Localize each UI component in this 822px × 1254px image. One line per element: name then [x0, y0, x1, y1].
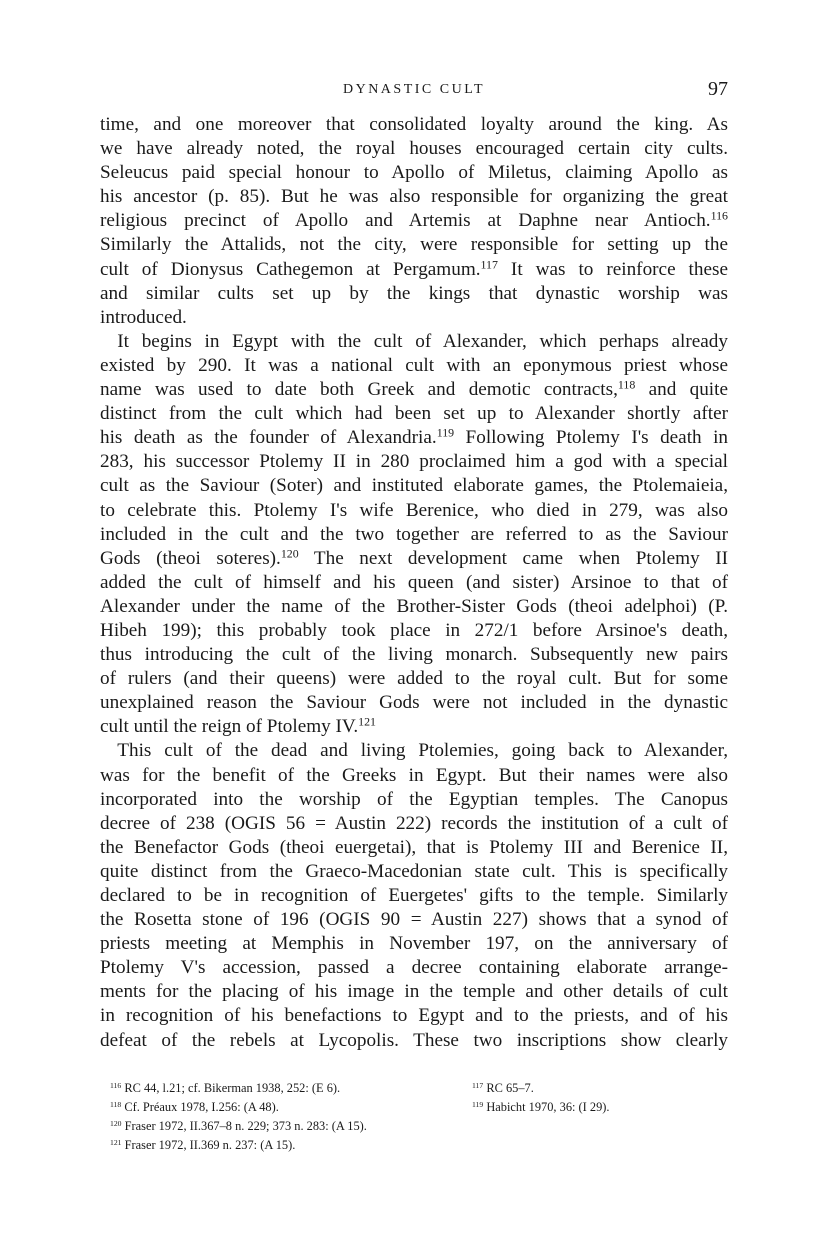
text-line: [100, 667, 728, 691]
text-line: [100, 788, 728, 812]
line-text: included in the cult and the two together are referred to as the Saviour: [100, 523, 728, 545]
text-line: [100, 499, 728, 523]
footnote-ref[interactable]: 118: [617, 377, 636, 392]
text-line: [100, 306, 728, 330]
footnote: [110, 1117, 367, 1136]
text-line: [100, 402, 728, 426]
text-line: [100, 908, 728, 932]
body-text: [100, 113, 728, 1053]
line-text-continued: The next development came when Ptolemy II: [298, 547, 729, 569]
footnote-number: 118: [110, 1099, 122, 1109]
footnote-number: 117: [472, 1080, 484, 1090]
line-text: religious precinct of Apollo and Artemis at Daphne near Antioch.: [100, 210, 711, 232]
line-text: This cult of the dead and living Ptolemies, going back to Alexander,: [117, 740, 728, 762]
text-line: [100, 764, 728, 788]
footnote-number: 119: [472, 1099, 484, 1109]
footnote-text: RC 44, l.21; cf. Bikerman 1938, 252: (E 6).: [121, 1081, 341, 1095]
line-text: introduced.: [100, 306, 187, 328]
footnote-row: [100, 1098, 728, 1117]
text-line: [100, 330, 728, 354]
line-text: Ptolemy V's accession, passed a decree containing elaborate arrange-: [100, 957, 728, 979]
footnote-number: 120: [110, 1118, 122, 1128]
text-line: [100, 812, 728, 836]
text-line: [100, 980, 728, 1004]
line-text: existed by 290. It was a national cult with an eponymous priest whose: [100, 354, 728, 376]
line-text: cult of Dionysus Cathegemon at Pergamum.: [100, 258, 481, 280]
text-line: [100, 691, 728, 715]
line-text: distinct from the cult which had been set up to Alexander shortly after: [100, 403, 728, 425]
text-line: [100, 523, 728, 547]
line-text: was for the benefit of the Greeks in Egypt. But their names were also: [100, 764, 728, 786]
line-text: we have already noted, the royal houses encouraged certain city cults.: [100, 138, 728, 160]
text-line: [100, 715, 728, 739]
text-line: [100, 1004, 728, 1028]
line-text: name was used to date both Greek and demotic contracts,: [100, 379, 618, 401]
footnote-number: 121: [110, 1137, 122, 1147]
text-line: [100, 643, 728, 667]
line-text: time, and one moreover that consolidated loyalty around the king. As: [100, 114, 728, 135]
text-line: [100, 932, 728, 956]
text-line: [100, 209, 728, 233]
line-text: his death as the founder of Alexandria.: [100, 427, 437, 449]
footnote-row: [100, 1079, 728, 1098]
line-text: his ancestor (p. 85). But he was also responsible for organizing the great: [100, 186, 728, 208]
line-text: incorporated into the worship of the Egyptian temples. The Canopus: [100, 788, 728, 810]
line-text: added the cult of himself and his queen (and sister) Arsinoe to that of: [100, 571, 728, 593]
text-line: [100, 836, 728, 860]
text-line: [100, 233, 728, 257]
footnote: [110, 1136, 295, 1155]
line-text: Similarly the Attalids, not the city, were responsible for setting up the: [100, 234, 728, 256]
text-line: [100, 113, 728, 137]
line-text: of rulers (and their queens) were added to the royal cult. But for some: [100, 668, 728, 690]
line-text-continued: It was to reinforce these: [497, 258, 728, 280]
footnotes: [100, 1079, 728, 1155]
line-text: the Rosetta stone of 196 (OGIS 90 = Austin 227) shows that a synod of: [100, 909, 728, 931]
text-line: [100, 547, 728, 571]
footnote-text: Cf. Préaux 1978, I.256: (A 48).: [121, 1100, 279, 1114]
text-line: [100, 354, 728, 378]
line-text: the Benefactor Gods (theoi euergetai), that is Ptolemy III and Berenice II,: [100, 836, 728, 858]
line-text: priests meeting at Memphis in November 197, on the anniversary of: [100, 933, 728, 955]
footnote: [110, 1098, 279, 1117]
footnote-ref[interactable]: 116: [710, 208, 728, 223]
line-text: 283, his successor Ptolemy II in 280 proclaimed him a god with a special: [100, 451, 728, 473]
line-text: Hibeh 199); this probably took place in 272/1 before Arsinoe's death,: [100, 619, 728, 641]
footnote-text: Fraser 1972, II.369 n. 237: (A 15).: [121, 1138, 296, 1152]
footnote-text: Habicht 1970, 36: (I 29).: [483, 1100, 610, 1114]
text-line: [100, 956, 728, 980]
footnote: [472, 1098, 610, 1117]
text-line: [100, 378, 728, 402]
line-text: Seleucus paid special honour to Apollo of Miletus, claiming Apollo as: [100, 162, 728, 184]
line-text: and similar cults set up by the kings that dynastic worship was: [100, 282, 728, 304]
footnote-text: Fraser 1972, II.367–8 n. 229; 373 n. 283: (A 15).: [121, 1119, 367, 1133]
line-text: cult as the Saviour (Soter) and instituted elaborate games, the Ptolemaieia,: [100, 475, 728, 497]
text-line: [100, 161, 728, 185]
footnote-ref[interactable]: 120: [280, 546, 299, 561]
footnote-ref[interactable]: 119: [436, 425, 455, 440]
line-text-continued: and quite: [635, 379, 728, 401]
text-line: [100, 450, 728, 474]
footnote-ref[interactable]: 117: [480, 257, 498, 272]
footnote-row: [100, 1117, 728, 1136]
line-text: defeat of the rebels at Lycopolis. These two inscriptions show clearly: [100, 1029, 728, 1051]
line-text: thus introducing the cult of the living monarch. Subsequently new pairs: [100, 644, 728, 666]
text-line: [100, 185, 728, 209]
text-line: [100, 860, 728, 884]
footnote: [472, 1079, 534, 1098]
text-line: [100, 1029, 728, 1053]
line-text: decree of 238 (OGIS 56 = Austin 222) records the institution of a cult of: [100, 812, 728, 834]
line-text: cult until the reign of Ptolemy IV.: [100, 716, 359, 738]
footnote-text: RC 65–7.: [483, 1081, 534, 1095]
running-head: DYNASTIC CULT: [342, 82, 486, 97]
text-line: [100, 426, 728, 450]
footnote-row: [100, 1136, 728, 1155]
line-text: It begins in Egypt with the cult of Alexander, which perhaps already: [117, 330, 728, 352]
text-line: [100, 595, 728, 619]
line-text: unexplained reason the Saviour Gods were not included in the dynastic: [100, 692, 728, 714]
text-line: [100, 739, 728, 763]
footnote-ref[interactable]: 121: [358, 714, 376, 729]
text-line: [100, 884, 728, 908]
line-text: Alexander under the name of the Brother-Sister Gods (theoi adelphoi) (P.: [100, 595, 728, 617]
text-line: [100, 571, 728, 595]
line-text: to celebrate this. Ptolemy I's wife Berenice, who died in 279, was also: [100, 499, 728, 521]
line-text-continued: Following Ptolemy I's death in: [454, 427, 729, 449]
line-text: quite distinct from the Graeco-Macedonian state cult. This is specifically: [100, 860, 728, 882]
line-text: Gods (theoi soteres).: [100, 547, 281, 569]
line-text: declared to be in recognition of Euergetes' gifts to the temple. Similarly: [100, 885, 728, 906]
text-line: [100, 619, 728, 643]
line-text: ments for the placing of his image in the temple and other details of cult: [100, 981, 728, 1003]
text-line: [100, 474, 728, 498]
text-line: [100, 282, 728, 306]
line-text: in recognition of his benefactions to Egypt and to the priests, and of his: [100, 1005, 728, 1027]
text-line: [100, 258, 728, 282]
page-number: 97: [708, 78, 728, 100]
footnote-number: 116: [110, 1080, 122, 1090]
footnote: [110, 1079, 340, 1098]
page-header: [100, 78, 728, 108]
text-line: [100, 137, 728, 161]
